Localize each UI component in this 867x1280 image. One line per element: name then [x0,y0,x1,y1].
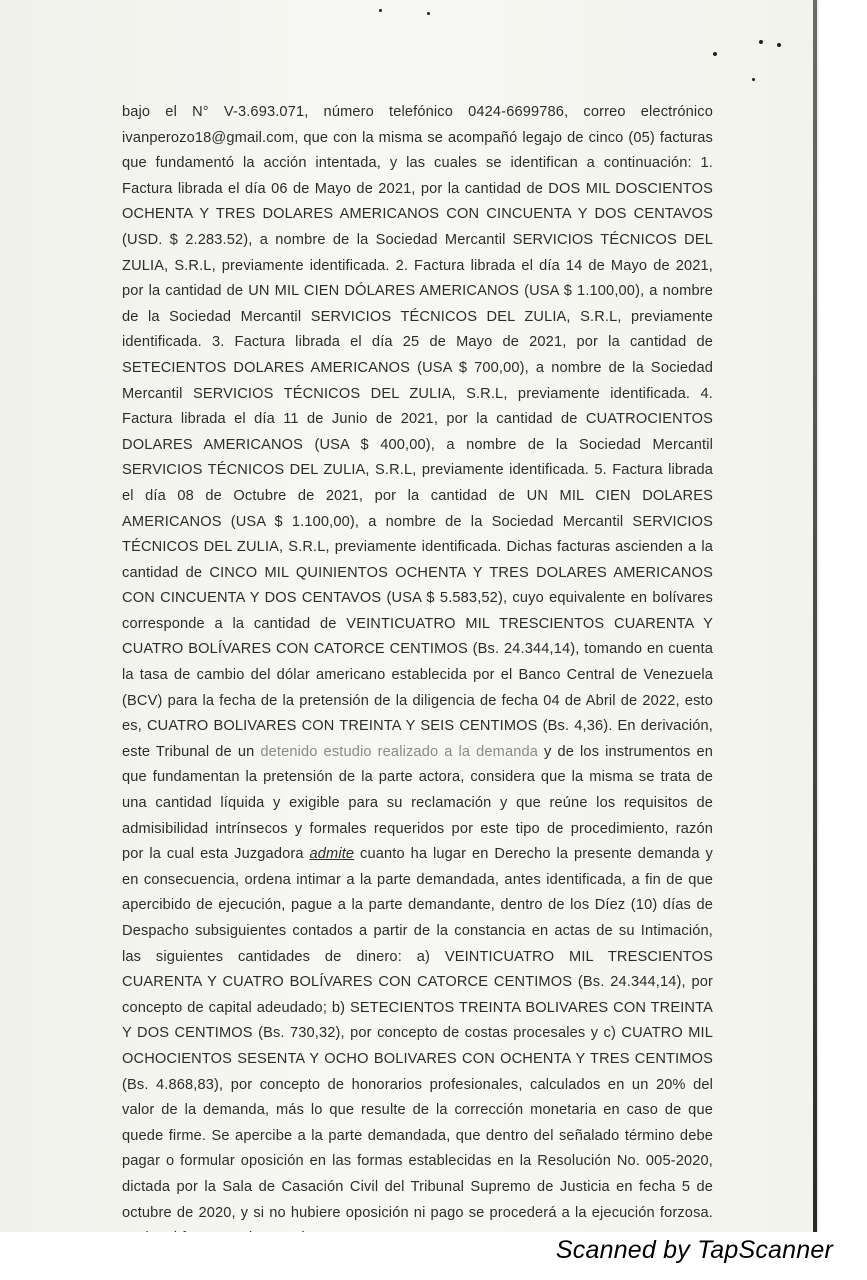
faded-text: detenido estudio realizado a la demanda [260,743,539,760]
admite-emphasis: admite [309,846,355,863]
dust-speck [379,9,382,12]
dust-speck [752,78,755,81]
scan-edge-shadow [813,0,817,1232]
dust-speck [777,43,781,47]
body-text-part-3: cuanto ha lugar en Derecho la presente demanda y en consecuencia, ordena intimar a la parte demandada, antes identificada, a fin de que apercibido de ejecución, pague a la parte demandante, dentro de los Díez (10) días de Despacho subsiguientes contados a partir de la constancia en actas de su Intimación, las siguientes cantidades de dinero: a) VEINTICUATRO MIL TRESCIENTOS CUARENTA Y CUATRO BOLÍVARES CON CATORCE CENTIMOS (Bs. 24.344,14), por concepto de capital adeudado; b) SETECIENTOS TREINTA BOLIVARES CON TREINTA Y DOS CENTIMOS (Bs. 730,32), por concepto de costas procesales y c) CUATRO MIL OCHOCIENTOS SESENTA Y OCHO BOLIVARES CON OCHENTA Y TRES CENTIMOS (Bs. 4.868,83), por concepto de honorarios profesionales, calculados en un 20% del valor de la demanda, más lo que resulte de la corrección monetaria en caso de que quede firme. Se apercibe a la parte demandada, que dentro del señalado término debe pagar o formular oposición en las formas establecidas en la Resolución No. 005-2020, dictada por la Sala de Casación Civil del Tribunal Supremo de Justicia en fecha 5 de octubre de 2020, y si no hubiere oposición ni pago se procederá a la ejecución forzosa. [122,846,713,1221]
document-body [122,100,713,1252]
dust-speck [713,52,717,56]
scanner-watermark: Scanned by TapScanner [555,1236,833,1264]
body-text-part-1: bajo el N° V-3.693.071, número telefónico 0424-6699786, correo electrónico ivanperozo18@gmail.com, que con la misma se acompañó legajo de cinco (05) facturas que fundamentó la acción intentada, y las cuales se identifican a continuación: 1. Factura librada el día 06 de Mayo de 2021, por la cantidad de DOS MIL DOSCIENTOS OCHENTA Y TRES DOLARES AMERICANOS CON CINCUENTA Y DOS CENTAVOS (USD. $ 2.283.52), a nombre de la Sociedad Mercantil SERVICIOS TÉCNICOS DEL ZULIA, S.R.L, previamente identificada. 2. Factura librada el día 14 de Mayo de 2021, por la cantidad de UN MIL CIEN DÓLARES AMERICANOS (USA $ 1.100,00), a nombre de la Sociedad Mercantil SERVICIOS TÉCNICOS DEL ZULIA, S.R.L, previamente identificada. 3. Factura librada el día 25 de Mayo de 2021, por la cantidad de SETECIENTOS DOLARES AMERICANOS (USA $ 700,00), a nombre de la Sociedad Mercantil SERVICIOS TÉCNICOS DEL ZULIA, S.R.L, previamente identificada. 4. Factura librada el día 11 de Junio de 2021, por la cantidad de CUATROCIENTOS DOLARES AMERICANOS (USA $ 400,00), a nombre de la Sociedad Mercantil SERVICIOS TÉCNICOS DEL ZULIA, S.R.L, previamente identificada. 5. Factura librada el día 08 de Octubre de 2021, por la cantidad de UN MIL CIEN DOLARES AMERICANOS (USA $ 1.100,00), a nombre de la Sociedad Mercantil SERVICIOS TÉCNICOS DEL ZULIA, S.R.L, previamente identificada. Dichas facturas ascienden a la cantidad de CINCO MIL QUINIENTOS OCHENTA Y TRES DOLARES AMERICANOS CON CINCUENTA Y DOS CENTAVOS (USA $ 5.583,52), cuyo equivalente en bolívares corresponde a la cantidad de VEINTICUATRO MIL TRESCIENTOS CUARENTA Y CUATRO BOLÍVARES CON CATORCE CENTIMOS (Bs. 24.344,14), tomando en cuenta la tasa de cambio del dólar americano establecida por el Banco Central de Venezuela (BCV) para la fecha de la pretensión de la diligencia de fecha 04 de Abril de 2022, esto es, CUATRO BOLIVARES CON TREINTA Y SEIS CENTIMOS (Bs. 4,36). En derivación, este Tribunal de un [122,104,713,760]
dust-speck [427,12,430,15]
dust-speck [759,40,763,44]
body-text-part-2: y de los instrumentos en que fundamentan la pretensión de la parte actora, considera que la misma se trata de una cantidad líquida y exigible para su reclamación y que reúne los requisitos de admisibilidad intrínsecos y formales requeridos por este tipo de procedimiento, razón por la cual esta Juzgadora [122,743,714,863]
